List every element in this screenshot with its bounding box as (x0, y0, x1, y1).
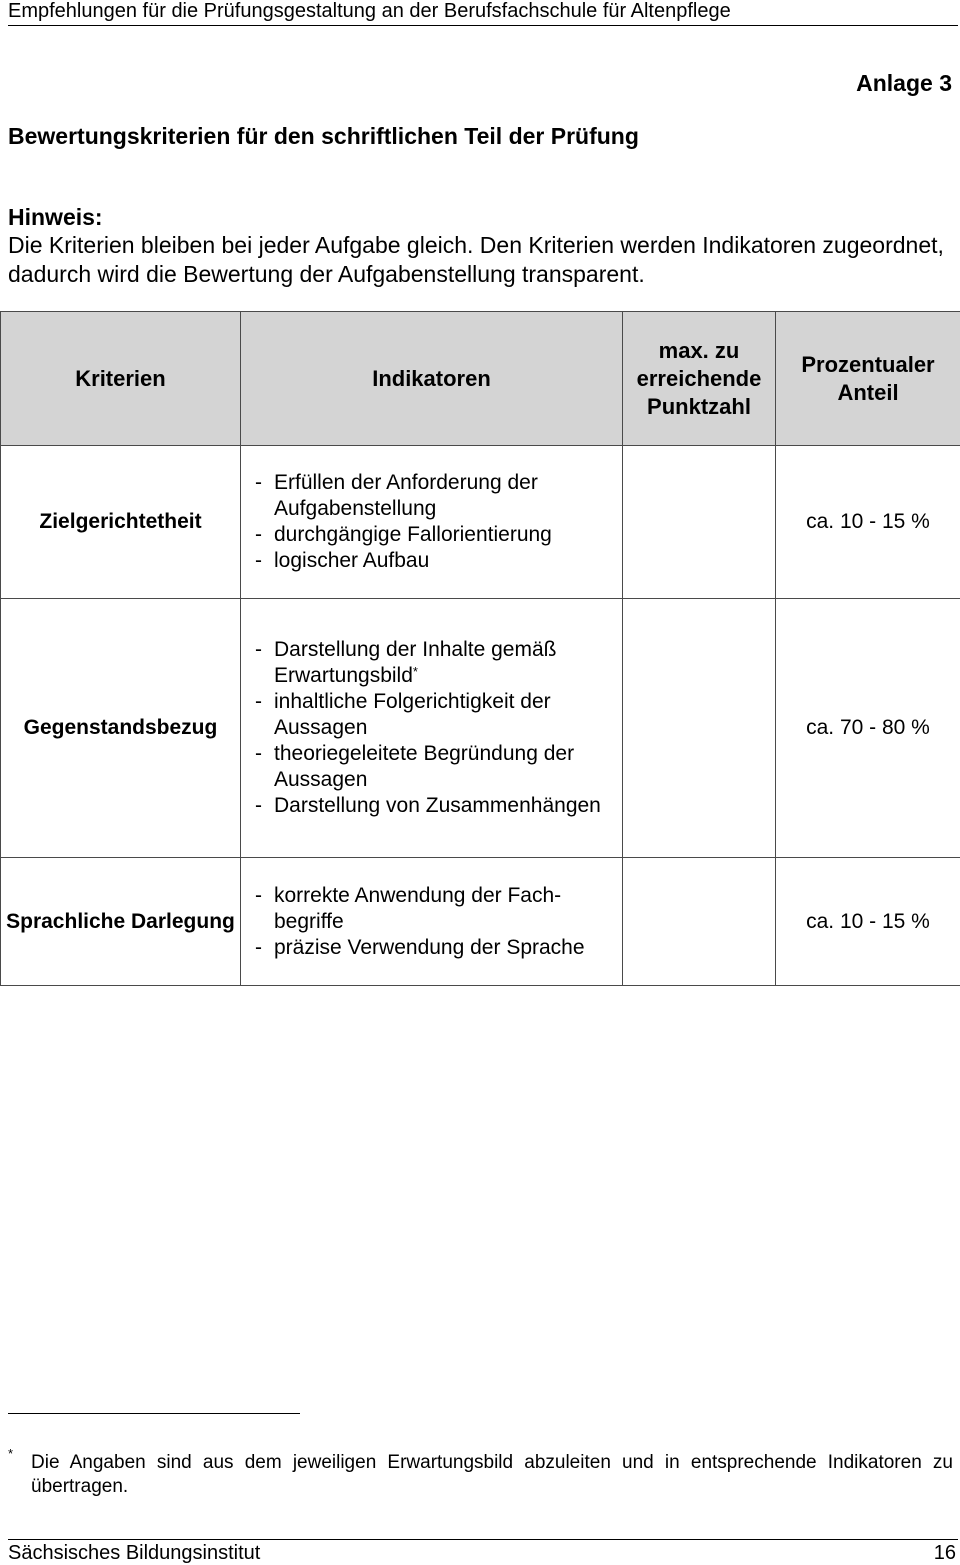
table-header-row (1, 312, 960, 446)
indicators-cell (241, 858, 623, 986)
points-cell (623, 446, 776, 599)
criteria-table (0, 311, 960, 986)
header-max-points: max. zu erreichende Punktzahl (623, 312, 776, 446)
points-cell (623, 599, 776, 858)
indicator-item: - Erfüllen der Anforderung der Aufgabenstellung (255, 470, 622, 522)
header-share: Prozentualer Anteil (776, 312, 960, 446)
indicators-cell (241, 599, 623, 858)
table-row (1, 446, 960, 599)
share-cell: ca. 10 - 15 % (776, 858, 960, 986)
indicator-item (255, 637, 622, 689)
note-heading: Hinweis: (8, 204, 103, 230)
page-title: Bewertungskriterien für den schriftlichen Teil der Prüfung (8, 123, 639, 149)
annex-label: Anlage 3 (856, 70, 952, 96)
criterion-cell: Zielgerichtetheit (1, 446, 241, 599)
indicator-item: - durchgängige Fallorientierung (255, 522, 622, 548)
footnote-text: Die Angaben sind aus dem jeweiligen Erwartungsbild abzuleiten und in entsprechende Indikatoren zu übertragen. (31, 1452, 953, 1497)
running-header: Empfehlungen für die Prüfungsgestaltung an der Berufsfachschule für Altenpflege (8, 0, 731, 22)
indicator-item: - Darstellung von Zusammenhängen (255, 793, 622, 819)
header-indicators: Indikatoren (241, 312, 623, 446)
footnote-rule (8, 1413, 300, 1414)
points-cell (623, 858, 776, 986)
indicator-item: - theoriegeleitete Begründung der Aussagen (255, 741, 622, 793)
header-rule (8, 25, 958, 26)
page-number: 16 (933, 1542, 956, 1564)
indicator-item: - präzise Verwendung der Sprache (255, 935, 622, 961)
note-text: Die Kriterien bleiben bei jeder Aufgabe gleich. Den Kriterien werden Indikatoren zugeordnet, dadurch wird die Bewertung der Aufgabenstellung transparent. (8, 232, 944, 287)
indicator-item: - korrekte Anwendung der Fachbegriffe (255, 883, 622, 935)
indicator-text: Darstellung der Inhalte gemäß Erwartungsbild (274, 638, 557, 687)
footnote-mark: * (412, 664, 418, 679)
table-row (1, 858, 960, 986)
footer-institution: Sächsisches Bildungsinstitut (8, 1542, 261, 1564)
criterion-cell: Gegenstandsbezug (1, 599, 241, 858)
indicator-item: - inhaltliche Folgerichtigkeit der Aussagen (255, 689, 622, 741)
footnote-marker: * (8, 1446, 14, 1461)
footer-rule (8, 1539, 958, 1540)
header-criteria: Kriterien (1, 312, 241, 446)
criterion-cell: Sprachliche Darlegung (1, 858, 241, 986)
indicators-cell (241, 446, 623, 599)
share-cell: ca. 70 - 80 % (776, 599, 960, 858)
table-row (1, 599, 960, 858)
share-cell: ca. 10 - 15 % (776, 446, 960, 599)
indicator-item: - logischer Aufbau (255, 548, 622, 574)
